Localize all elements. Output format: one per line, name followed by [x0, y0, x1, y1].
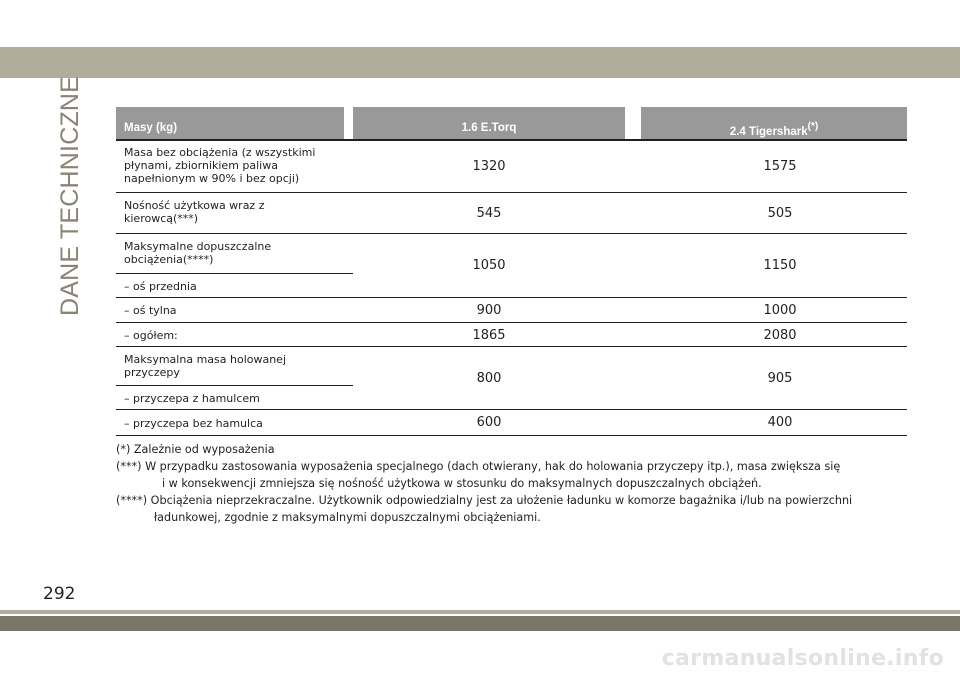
- value-engine-2: 905: [767, 371, 793, 386]
- sub-rule: [116, 273, 353, 274]
- sub-rule: [116, 385, 353, 386]
- row-label: – przyczepa bez hamulca: [124, 417, 263, 430]
- row-label: Maksymalna masa holowanej przyczepy: [124, 353, 287, 379]
- value-engine-1: 1050: [472, 258, 506, 273]
- row-label: – oś tylna: [124, 304, 177, 317]
- footer-rule: [0, 610, 960, 614]
- value-engine-1: 900: [476, 303, 502, 318]
- value-engine-2: 1000: [763, 303, 797, 318]
- header-engine-2-mark: (*): [807, 121, 819, 132]
- row-label: Masa bez obciążenia (z wszystkimi płynami, zbiornikiem paliwa napełnionym w 90% i bez opcji): [124, 146, 316, 185]
- value-engine-1: 1320: [472, 159, 506, 174]
- row-sub-label: – oś przednia: [124, 280, 197, 293]
- footnote-1: (*) Zależnie od wyposażenia: [116, 443, 275, 456]
- header-engine-1: 1.6 E.Torq: [353, 107, 625, 140]
- table-row: [116, 234, 907, 298]
- table-row: [116, 298, 907, 323]
- watermark: carmanualsonline.info: [661, 646, 944, 671]
- table-row: [116, 193, 907, 234]
- footnote-4: [116, 492, 876, 526]
- page-number: 292: [43, 584, 76, 604]
- table-header: [116, 107, 907, 140]
- row-label: Nośność użytkowa wraz z kierowcą(***): [124, 199, 265, 225]
- value-engine-1: 1865: [472, 328, 506, 343]
- row-label: Maksymalne dopuszczalne obciążenia(****): [124, 240, 272, 266]
- value-engine-2: 1575: [763, 159, 797, 174]
- value-engine-2: 400: [767, 415, 793, 430]
- row-rule: [116, 435, 907, 436]
- footnote-4-line-2: ładunkowej, zgodnie z maksymalnymi dopuszczalnymi obciążeniami.: [154, 511, 541, 524]
- value-engine-1: 600: [476, 415, 502, 430]
- table-row: [116, 323, 907, 347]
- value-engine-1: 545: [476, 206, 502, 221]
- table-row: [116, 140, 907, 193]
- value-engine-1: 800: [476, 371, 502, 386]
- value-engine-2: 1150: [763, 258, 797, 273]
- value-engine-2: 2080: [763, 328, 797, 343]
- table-row: [116, 347, 907, 410]
- footer-band: [0, 616, 960, 631]
- footnotes: [116, 441, 876, 526]
- footnote-3-line-1: (***) W przypadku zastosowania wyposażenia specjalnego (dach otwierany, hak do holowania przyczepy itp.), masa zwiększa się: [116, 460, 841, 473]
- row-label: – ogółem:: [124, 329, 178, 342]
- header-band: [0, 47, 960, 78]
- header-mass: Masy (kg): [116, 107, 344, 140]
- table-row: [116, 410, 907, 436]
- footnote-3-line-2: i w konsekwencji zmniejsza się nośność użytkowa w stosunku do maksymalnych dopuszczalnych obciążeń.: [162, 477, 762, 490]
- footnote-4-line-1: (****) Obciążenia nieprzekraczalne. Użytkownik odpowiedzialny jest za ułożenie ładunku w komorze bagażnika i/lub na powierzchni: [116, 494, 853, 507]
- mass-table: [116, 107, 907, 436]
- section-title: DANE TECHNICZNE: [56, 75, 84, 316]
- header-engine-2: [641, 107, 907, 140]
- value-engine-2: 505: [767, 206, 793, 221]
- footnote-3: [116, 458, 876, 492]
- header-engine-2-name: 2.4 Tigershark: [729, 125, 808, 138]
- row-sub-label: – przyczepa z hamulcem: [124, 392, 260, 405]
